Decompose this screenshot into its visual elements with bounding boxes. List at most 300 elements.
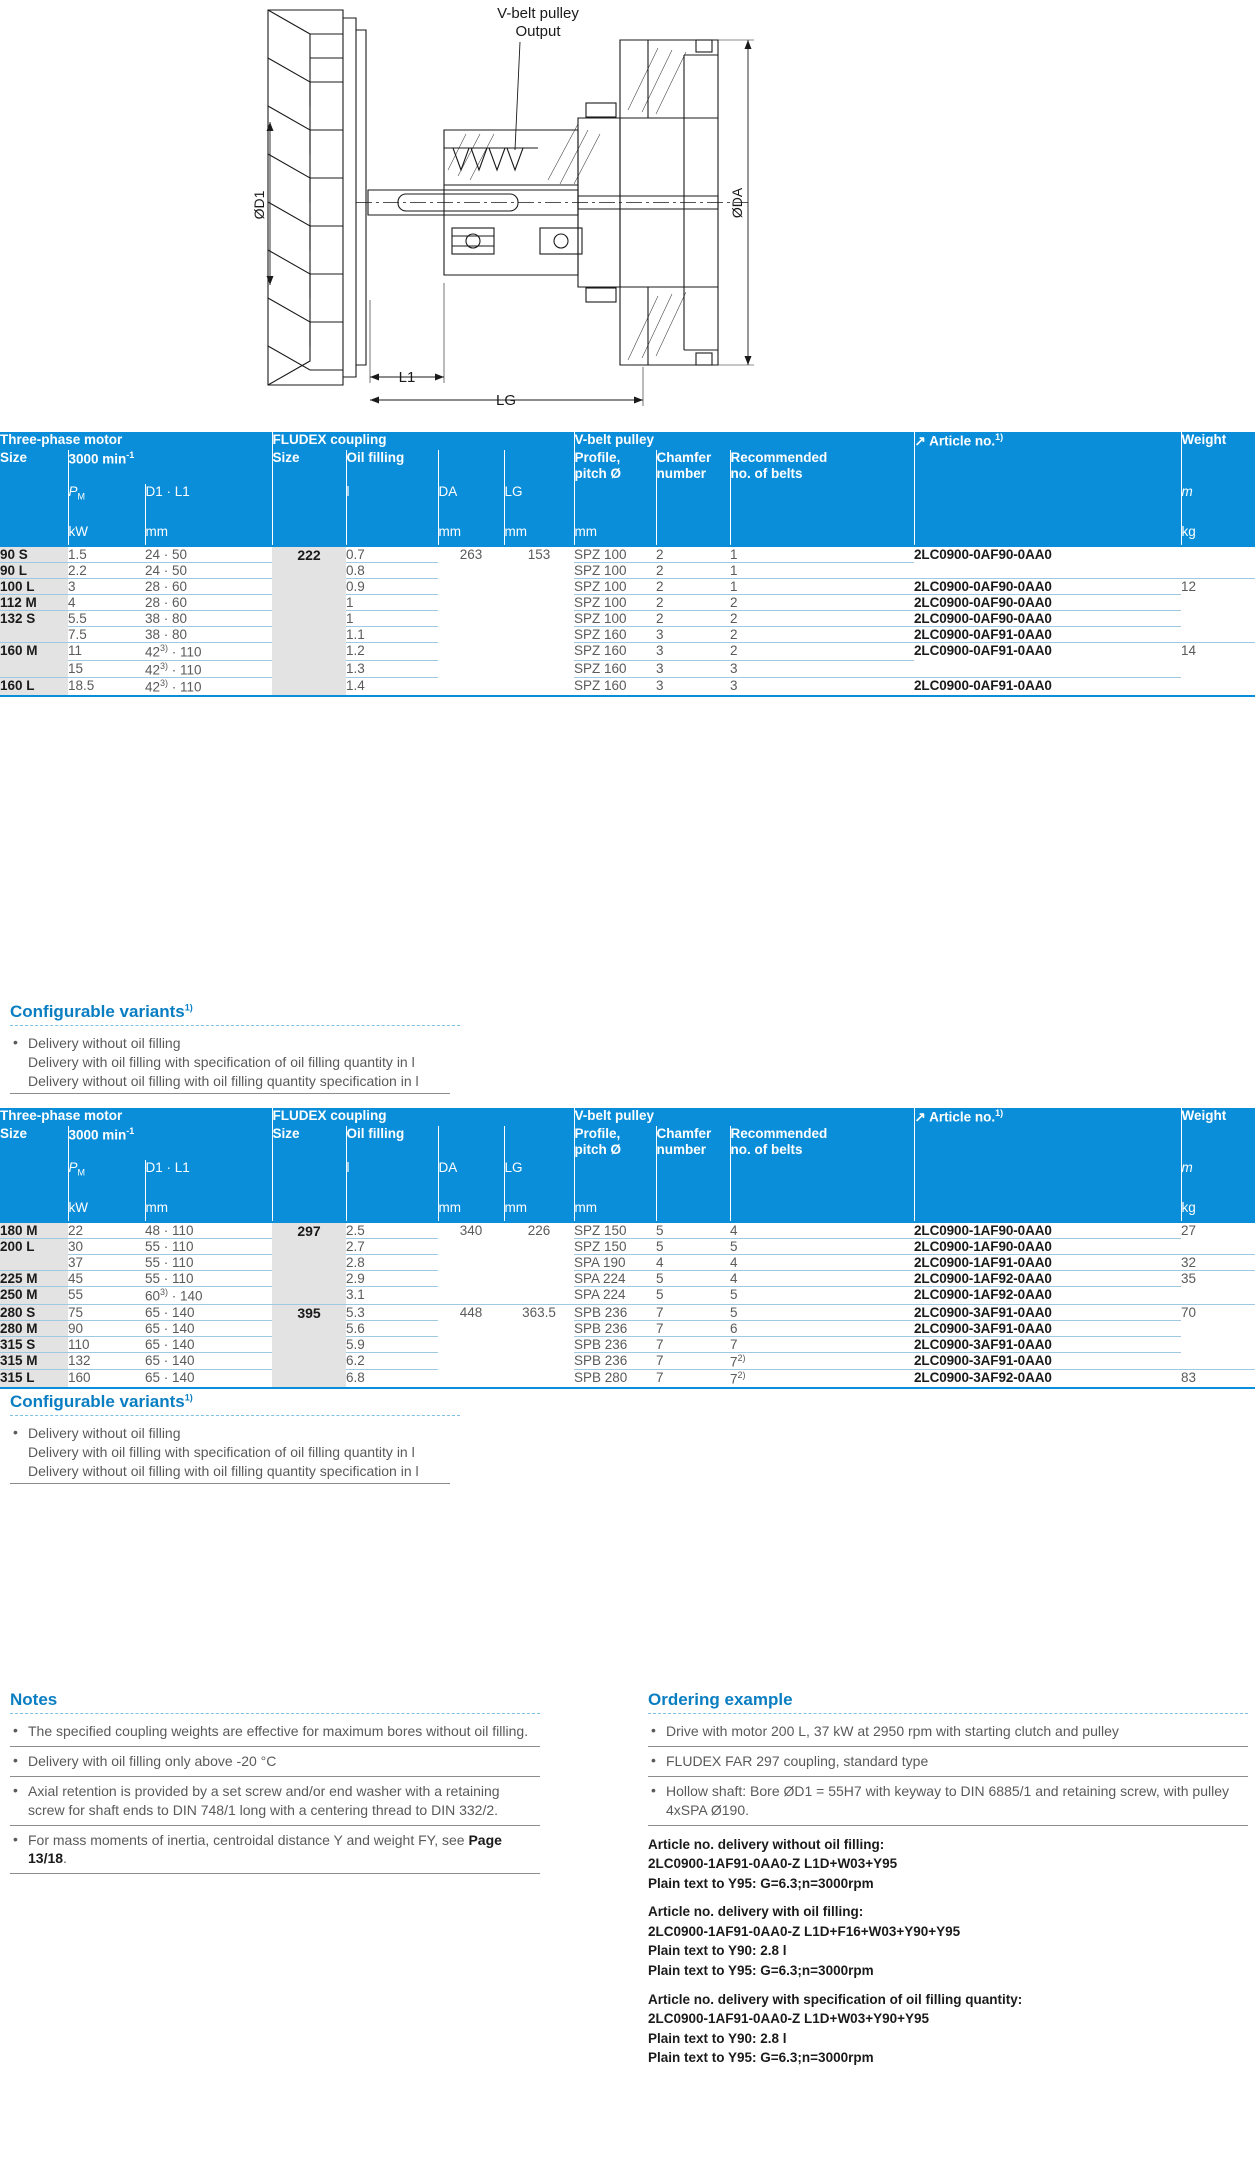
cell-belts: 3 bbox=[730, 660, 914, 678]
header2-pm bbox=[68, 1160, 145, 1200]
header-speed-sup: -1 bbox=[126, 450, 135, 460]
ordering-sep-3 bbox=[648, 1825, 1248, 1826]
table-row bbox=[0, 1336, 1255, 1352]
table-row bbox=[0, 1352, 1255, 1370]
cell-profile: SPB 236 bbox=[574, 1352, 656, 1370]
cell-article-no: 2LC0900-0AF90-0AA0 bbox=[914, 611, 1181, 627]
cell-belts: 2 bbox=[730, 643, 914, 661]
header-profile-l2: pitch Ø bbox=[574, 465, 622, 481]
cell-chamfer: 2 bbox=[656, 546, 730, 563]
header2-weight-group: Weight bbox=[1181, 1108, 1255, 1126]
header2-da: DA bbox=[438, 1160, 504, 1200]
table-row bbox=[0, 611, 1255, 627]
cell-motor-size: 225 M bbox=[0, 1271, 68, 1287]
pulley-label-line2: Output bbox=[514, 23, 561, 40]
header2-pm-sub: M bbox=[77, 1167, 86, 1178]
header-coupling-group: FLUDEX coupling bbox=[272, 432, 574, 450]
table-row bbox=[0, 1239, 1255, 1255]
header2-coupling-size: Size bbox=[272, 1126, 346, 1160]
footnote-marker: 3) bbox=[160, 660, 169, 671]
cell-chamfer: 7 bbox=[656, 1336, 730, 1352]
cell-profile: SPB 280 bbox=[574, 1370, 656, 1388]
header-weight-group: Weight bbox=[1181, 432, 1255, 450]
cell-power-kw: 110 bbox=[68, 1336, 145, 1352]
cell-power-kw: 11 bbox=[68, 643, 145, 661]
ordering-article-caption: Article no. delivery with oil filling: bbox=[648, 1904, 864, 1920]
footnote-marker: 2) bbox=[737, 1352, 746, 1363]
configurable-dashed-rule-2 bbox=[10, 1415, 460, 1416]
header-lg: LG bbox=[504, 484, 574, 524]
cell-profile: SPB 236 bbox=[574, 1304, 656, 1320]
cell-article-no: 2LC0900-1AF92-0AA0 bbox=[914, 1271, 1181, 1287]
cell-belts: 4 bbox=[730, 1222, 914, 1239]
note-text-2: Delivery with oil filling only above -20 °C bbox=[28, 1752, 277, 1769]
notes-sep-2 bbox=[10, 1776, 540, 1777]
table-row bbox=[0, 546, 1255, 563]
notes-list bbox=[10, 1782, 540, 1820]
cell-oil-filling: 5.3 bbox=[346, 1304, 438, 1320]
cell-oil-filling: 5.9 bbox=[346, 1336, 438, 1352]
header2-size-unit-blank bbox=[0, 1160, 68, 1200]
cell-article-no: 2LC0900-3AF91-0AA0 bbox=[914, 1336, 1181, 1352]
ordering-article-block bbox=[648, 1902, 1248, 1980]
cell-oil-filling: 5.6 bbox=[346, 1320, 438, 1336]
header2-da-blank bbox=[438, 1126, 504, 1160]
header-da-blank bbox=[438, 450, 504, 484]
header2-belts-l1: Recommended bbox=[730, 1126, 828, 1141]
header2-profile-unit-blank bbox=[574, 1160, 656, 1200]
cell-article-no: 2LC0900-1AF90-0AA0 bbox=[914, 1222, 1181, 1239]
configurable-variants-block-2 bbox=[10, 1392, 460, 1484]
cell-chamfer: 4 bbox=[656, 1255, 730, 1271]
header-size-blank2 bbox=[0, 524, 68, 546]
header2-size-blank2 bbox=[0, 1200, 68, 1222]
cell-profile: SPA 224 bbox=[574, 1287, 656, 1305]
cell-profile: SPZ 160 bbox=[574, 643, 656, 661]
cell-oil-filling: 6.2 bbox=[346, 1352, 438, 1370]
cell-power-kw: 160 bbox=[68, 1370, 145, 1388]
header-belts bbox=[730, 450, 914, 484]
cell-chamfer: 5 bbox=[656, 1271, 730, 1287]
cell-profile: SPZ 100 bbox=[574, 579, 656, 595]
header2-article-blank2 bbox=[914, 1200, 1181, 1222]
ordering-article-caption: Article no. delivery without oil filling: bbox=[648, 1836, 885, 1852]
cell-power-kw: 7.5 bbox=[68, 627, 145, 643]
footnote-marker: 3) bbox=[160, 678, 169, 688]
cell-oil-filling: 1.1 bbox=[346, 627, 438, 643]
cell-weight: 83 bbox=[1181, 1370, 1255, 1388]
ordering-list bbox=[648, 1752, 1248, 1771]
configurable-title-2 bbox=[10, 1392, 460, 1412]
notes-list bbox=[10, 1831, 540, 1869]
table-row bbox=[0, 1287, 1255, 1305]
table-row bbox=[0, 1304, 1255, 1320]
spec-table-2-block bbox=[0, 1108, 1255, 1389]
header-coupling-size: Size bbox=[272, 450, 346, 484]
cell-chamfer: 2 bbox=[656, 611, 730, 627]
ordering-article-line: 2LC0900-1AF91-0AA0-Z L1D+W03+Y90+Y95 bbox=[648, 2011, 930, 2027]
header2-unit-mm-d1: mm bbox=[145, 1200, 272, 1222]
header-weight-symbol: m bbox=[1181, 484, 1255, 524]
header-profile-l1: Profile, bbox=[574, 450, 621, 465]
header2-pulley-group: V-belt pulley bbox=[574, 1108, 914, 1126]
cell-power-kw: 1.5 bbox=[68, 546, 145, 563]
ordering-article-line: Plain text to Y95: G=6.3;n=3000rpm bbox=[648, 1962, 874, 1978]
list-item bbox=[10, 1424, 460, 1481]
header-size-unit-blank bbox=[0, 484, 68, 524]
cell-article-no: 2LC0900-0AF91-0AA0 bbox=[914, 643, 1181, 678]
header-belts-unit-blank bbox=[730, 484, 914, 524]
header2-weight-blank bbox=[1181, 1126, 1255, 1160]
cell-profile: SPZ 160 bbox=[574, 660, 656, 678]
cell-chamfer: 3 bbox=[656, 643, 730, 661]
ordering-article-caption: Article no. delivery with specification of oil filling quantity: bbox=[648, 1991, 1023, 2007]
cell-power-kw: 5.5 bbox=[68, 611, 145, 627]
cell-motor-size: 112 M bbox=[0, 595, 68, 611]
cell-power-kw: 3 bbox=[68, 579, 145, 595]
cell-d1-l1: 55 · 110 bbox=[145, 1255, 272, 1271]
header-speed-text: 3000 min bbox=[68, 451, 127, 467]
header-article-sup: 1) bbox=[995, 432, 1004, 442]
cell-chamfer: 5 bbox=[656, 1239, 730, 1255]
header2-unit-l: l bbox=[346, 1160, 438, 1200]
cell-d1-l1: 48 · 110 bbox=[145, 1222, 272, 1239]
footnote-marker: 2) bbox=[737, 1370, 746, 1380]
ordering-dashed-rule bbox=[648, 1713, 1248, 1714]
cell-d1-l1: 65 · 140 bbox=[145, 1352, 272, 1370]
header-article-group bbox=[914, 432, 1181, 450]
header2-belts-unit-blank bbox=[730, 1160, 914, 1200]
header2-lg-blank bbox=[504, 1126, 574, 1160]
header2-motor-group: Three-phase motor bbox=[0, 1108, 272, 1126]
footnote-marker: 3) bbox=[160, 1287, 169, 1297]
ordering-article-blocks bbox=[648, 1835, 1248, 2068]
header2-speed-sup: -1 bbox=[126, 1126, 135, 1136]
header-unit-mm-profile: mm bbox=[574, 524, 656, 546]
cell-motor-size: 160 M bbox=[0, 643, 68, 678]
configurable-title-text-1: Configurable variants bbox=[10, 1002, 185, 1021]
pulley-label-line1: V-belt pulley bbox=[496, 5, 579, 22]
dimension-label-l1: L1 bbox=[398, 369, 415, 386]
configurable-title-text-2: Configurable variants bbox=[10, 1392, 185, 1411]
note-text-4: For mass moments of inertia, centroidal distance Y and weight FY, see bbox=[28, 1831, 469, 1848]
cell-oil-filling: 2.7 bbox=[346, 1239, 438, 1255]
cell-profile: SPZ 160 bbox=[574, 678, 656, 696]
cell-d1-l1: $42^{3)} \cdot 110$ bbox=[145, 660, 272, 678]
header-article-unit-blank bbox=[914, 484, 1181, 524]
header-belts-blank2 bbox=[730, 524, 914, 546]
cell-belts: 1 bbox=[730, 563, 914, 579]
cell-belts: 7$^{2)}$ bbox=[730, 1370, 914, 1388]
ordering-bullet-2: FLUDEX FAR 297 coupling, standard type bbox=[666, 1752, 929, 1769]
cell-power-kw: 37 bbox=[68, 1255, 145, 1271]
header2-chamfer-l1: Chamfer bbox=[656, 1126, 712, 1141]
cell-belts: 2 bbox=[730, 595, 914, 611]
cell-lg: 153 bbox=[504, 546, 574, 696]
header2-unit-kw: kW bbox=[68, 1200, 145, 1222]
note-page-ref[interactable]: Page 13/18 bbox=[28, 1831, 502, 1867]
table-2-body bbox=[0, 1222, 1255, 1388]
cell-d1-l1: $42^{3)} \cdot 110$ bbox=[145, 678, 272, 696]
header-pm bbox=[68, 484, 145, 524]
cell-oil-filling: 1 bbox=[346, 611, 438, 627]
configurable-line-2c: Delivery without oil filling with oil filling quantity specification in l bbox=[28, 1462, 419, 1479]
cell-oil-filling: 1.2 bbox=[346, 643, 438, 661]
cell-power-kw: 45 bbox=[68, 1271, 145, 1287]
configurable-variants-block-1 bbox=[10, 1002, 460, 1094]
cell-weight: 27 bbox=[1181, 1222, 1255, 1255]
header2-cplsize-unit-blank bbox=[272, 1160, 346, 1200]
cell-belts: 5 bbox=[730, 1304, 914, 1320]
header-motor-speed bbox=[68, 450, 272, 484]
cell-motor-size: 315 S bbox=[0, 1336, 68, 1352]
notes-list bbox=[10, 1752, 540, 1771]
header-motor-group: Three-phase motor bbox=[0, 432, 272, 450]
spec-table-1 bbox=[0, 432, 1255, 697]
cell-motor-size: 315 M bbox=[0, 1352, 68, 1370]
configurable-line-2a: • Delivery without oil filling bbox=[28, 1425, 181, 1441]
cell-motor-size: 315 L bbox=[0, 1370, 68, 1388]
header-article-blank2 bbox=[914, 524, 1181, 546]
table-1-header bbox=[0, 432, 1255, 546]
header-belts-l1: Recommended bbox=[730, 450, 828, 465]
cell-coupling-size: 222 bbox=[272, 546, 346, 696]
cell-chamfer: 5 bbox=[656, 1287, 730, 1305]
cell-motor-size: 280 S bbox=[0, 1304, 68, 1320]
cell-chamfer: 2 bbox=[656, 595, 730, 611]
cell-article-no: 2LC0900-0AF91-0AA0 bbox=[914, 678, 1181, 696]
cell-power-kw: 22 bbox=[68, 1222, 145, 1239]
cell-profile: SPA 190 bbox=[574, 1255, 656, 1271]
header2-motor-size: Size bbox=[0, 1126, 68, 1160]
configurable-underline-2 bbox=[10, 1483, 450, 1484]
note-text-1: The specified coupling weights are effective for maximum bores without oil filling. bbox=[28, 1723, 529, 1739]
ordering-column bbox=[648, 1690, 1248, 2068]
table-row bbox=[0, 595, 1255, 611]
header2-chamfer-unit-blank bbox=[656, 1160, 730, 1200]
header-article-blank bbox=[914, 450, 1181, 484]
cell-oil-filling: 0.7 bbox=[346, 546, 438, 563]
table-row bbox=[0, 643, 1255, 661]
ordering-article-line: Plain text to Y90: 2.8 l bbox=[648, 2030, 787, 2046]
cell-belts: 2 bbox=[730, 611, 914, 627]
cell-d1-l1: 38 · 80 bbox=[145, 627, 272, 643]
table-row bbox=[0, 1320, 1255, 1336]
configurable-line-1a: • Delivery without oil filling bbox=[28, 1035, 181, 1051]
header-chamfer-l1: Chamfer bbox=[656, 450, 712, 465]
header2-profile-l1: Profile, bbox=[574, 1126, 621, 1141]
dimension-label-lg: LG bbox=[495, 392, 516, 409]
cell-da: 448 bbox=[438, 1304, 504, 1388]
cell-chamfer: 7 bbox=[656, 1370, 730, 1388]
cell-lg: 226 bbox=[504, 1222, 574, 1304]
table-1-body bbox=[0, 546, 1255, 696]
cell-d1-l1: 65 · 140 bbox=[145, 1304, 272, 1320]
cell-profile: SPZ 100 bbox=[574, 563, 656, 579]
cell-article-no: 2LC0900-3AF92-0AA0 bbox=[914, 1370, 1181, 1388]
configurable-list-1 bbox=[10, 1034, 460, 1091]
ordering-list bbox=[648, 1722, 1248, 1741]
cell-chamfer: 2 bbox=[656, 579, 730, 595]
cell-article-no: 2LC0900-0AF90-0AA0 bbox=[914, 595, 1181, 611]
cell-power-kw: 132 bbox=[68, 1352, 145, 1370]
configurable-line-1b: Delivery with oil filling with specification of oil filling quantity in l bbox=[28, 1053, 415, 1070]
header-unit-l: l bbox=[346, 484, 438, 524]
header2-chamfer-l2: number bbox=[656, 1141, 707, 1157]
cell-profile: SPB 236 bbox=[574, 1336, 656, 1352]
configurable-dashed-rule-1 bbox=[10, 1025, 460, 1026]
cell-profile: SPB 236 bbox=[574, 1320, 656, 1336]
header2-unit-mm-profile: mm bbox=[574, 1200, 656, 1222]
cell-weight bbox=[1181, 546, 1255, 579]
header-unit-mm-da: mm bbox=[438, 524, 504, 546]
cell-power-kw: 75 bbox=[68, 1304, 145, 1320]
header-unit-kw: kW bbox=[68, 524, 145, 546]
cell-oil-filling: 3.1 bbox=[346, 1287, 438, 1305]
spec-table-2 bbox=[0, 1108, 1255, 1389]
header-unit-kg: kg bbox=[1181, 524, 1255, 546]
header-unit-mm-lg: mm bbox=[504, 524, 574, 546]
cell-belts: 2 bbox=[730, 627, 914, 643]
cell-oil-filling: 2.5 bbox=[346, 1222, 438, 1239]
cell-power-kw: 18.5 bbox=[68, 678, 145, 696]
ordering-article-line: Plain text to Y95: G=6.3;n=3000rpm bbox=[648, 2050, 874, 2066]
ordering-article-line: Plain text to Y95: G=6.3;n=3000rpm bbox=[648, 1875, 874, 1891]
table-row bbox=[0, 1271, 1255, 1287]
configurable-title-sup-1: 1) bbox=[184, 1002, 193, 1013]
cell-weight: 35 bbox=[1181, 1271, 1255, 1305]
cell-article-no: 2LC0900-3AF91-0AA0 bbox=[914, 1352, 1181, 1370]
cell-d1-l1: 55 · 110 bbox=[145, 1271, 272, 1287]
cell-oil-filling: 6.8 bbox=[346, 1370, 438, 1388]
cell-oil-filling: 0.8 bbox=[346, 563, 438, 579]
cell-chamfer: 3 bbox=[656, 678, 730, 696]
header-unit-l2 bbox=[346, 524, 438, 546]
table-row bbox=[0, 1222, 1255, 1239]
cell-oil-filling: 1.3 bbox=[346, 660, 438, 678]
notes-column bbox=[10, 1690, 540, 1879]
cell-motor-size: 160 L bbox=[0, 678, 68, 696]
configurable-list-2 bbox=[10, 1424, 460, 1481]
cell-belts: 4 bbox=[730, 1271, 914, 1287]
technical-drawing bbox=[0, 0, 1255, 418]
notes-sep-3 bbox=[10, 1825, 540, 1826]
cell-chamfer: 7 bbox=[656, 1304, 730, 1320]
header-da: DA bbox=[438, 484, 504, 524]
article-arrow-icon: ↗ bbox=[914, 433, 926, 449]
cell-d1-l1: 28 · 60 bbox=[145, 595, 272, 611]
header-cplsize-blank2 bbox=[272, 524, 346, 546]
cell-da: 263 bbox=[438, 546, 504, 696]
cell-coupling-size: 395 bbox=[272, 1304, 346, 1388]
cell-d1-l1: 65 · 140 bbox=[145, 1370, 272, 1388]
header2-unit-l2 bbox=[346, 1200, 438, 1222]
header-pm-sub: M bbox=[77, 491, 86, 502]
cell-power-kw: 15 bbox=[68, 660, 145, 678]
cell-coupling-size: 297 bbox=[272, 1222, 346, 1304]
cell-d1-l1: 65 · 140 bbox=[145, 1320, 272, 1336]
ordering-article-line: 2LC0900-1AF91-0AA0-Z L1D+F16+W03+Y90+Y95 bbox=[648, 1923, 961, 1939]
cell-belts: 5 bbox=[730, 1239, 914, 1255]
ordering-article-line: Plain text to Y90: 2.8 l bbox=[648, 1943, 787, 1959]
dimension-label-d1: ØD1 bbox=[250, 190, 267, 220]
header2-article-unit-blank bbox=[914, 1160, 1181, 1200]
header2-weight-symbol: m bbox=[1181, 1160, 1255, 1200]
cell-motor-size: 100 L bbox=[0, 579, 68, 595]
cell-belts: 1 bbox=[730, 546, 914, 563]
header2-belts bbox=[730, 1126, 914, 1160]
cell-d1-l1: 24 · 50 bbox=[145, 563, 272, 579]
article-arrow-icon: ↗ bbox=[914, 1109, 926, 1125]
cell-belts: 7 bbox=[730, 1336, 914, 1352]
header-lg-blank bbox=[504, 450, 574, 484]
header2-chamfer bbox=[656, 1126, 730, 1160]
header2-oil-filling: Oil filling bbox=[346, 1126, 438, 1160]
header-oil-filling: Oil filling bbox=[346, 450, 438, 484]
header2-unit-mm-da: mm bbox=[438, 1200, 504, 1222]
cell-weight: 32 bbox=[1181, 1255, 1255, 1271]
cell-d1-l1: 55 · 110 bbox=[145, 1239, 272, 1255]
table-row bbox=[0, 579, 1255, 595]
header2-belts-l2: no. of belts bbox=[730, 1141, 803, 1157]
list-item bbox=[10, 1831, 540, 1869]
header2-unit-kg: kg bbox=[1181, 1200, 1255, 1222]
notes-dashed-rule bbox=[10, 1713, 540, 1714]
cell-motor-size: 280 M bbox=[0, 1320, 68, 1336]
cell-article-no: 2LC0900-1AF91-0AA0 bbox=[914, 1255, 1181, 1271]
header2-article-blank bbox=[914, 1126, 1181, 1160]
cell-motor-size: 132 S bbox=[0, 611, 68, 643]
ordering-article-block bbox=[648, 1990, 1248, 2068]
cell-oil-filling: 2.9 bbox=[346, 1271, 438, 1287]
notes-sep-1 bbox=[10, 1746, 540, 1747]
cell-power-kw: 30 bbox=[68, 1239, 145, 1255]
table-row bbox=[0, 678, 1255, 696]
ordering-sep-1 bbox=[648, 1746, 1248, 1747]
cell-article-no: 2LC0900-1AF92-0AA0 bbox=[914, 1287, 1181, 1305]
header2-belts-blank2 bbox=[730, 1200, 914, 1222]
cell-d1-l1: 65 · 140 bbox=[145, 1336, 272, 1352]
cell-power-kw: 2.2 bbox=[68, 563, 145, 579]
note-text-3: Axial retention is provided by a set screw and/or end washer with a retaining screw for shaft ends to DIN 748/1 long with a centering thread to DIN 332/2. bbox=[28, 1782, 500, 1818]
cell-da: 340 bbox=[438, 1222, 504, 1304]
table-row bbox=[0, 1255, 1255, 1271]
configurable-line-2b: Delivery with oil filling with specification of oil filling quantity in l bbox=[28, 1443, 415, 1460]
cell-weight: 14 bbox=[1181, 643, 1255, 696]
cell-oil-filling: 2.8 bbox=[346, 1255, 438, 1271]
list-item bbox=[10, 1034, 460, 1091]
cell-chamfer: 7 bbox=[656, 1320, 730, 1336]
cell-d1-l1: $42^{3)} \cdot 110$ bbox=[145, 643, 272, 661]
cell-chamfer: 7 bbox=[656, 1352, 730, 1370]
cell-article-no: 2LC0900-0AF90-0AA0 bbox=[914, 579, 1181, 595]
header-profile-unit-blank bbox=[574, 484, 656, 524]
cell-d1-l1: 24 · 50 bbox=[145, 546, 272, 563]
header-chamfer-unit-blank bbox=[656, 484, 730, 524]
cell-weight: 70 bbox=[1181, 1304, 1255, 1370]
cell-motor-size: 250 M bbox=[0, 1287, 68, 1305]
list-item bbox=[10, 1722, 540, 1741]
ordering-list bbox=[648, 1782, 1248, 1820]
header-pm-symbol: P bbox=[68, 484, 78, 499]
list-item bbox=[10, 1752, 540, 1771]
header2-article-group bbox=[914, 1108, 1181, 1126]
cell-oil-filling: 1.4 bbox=[346, 678, 438, 696]
cell-power-kw: 55 bbox=[68, 1287, 145, 1305]
header-pulley-group: V-belt pulley bbox=[574, 432, 914, 450]
cell-chamfer: 3 bbox=[656, 660, 730, 678]
header-belts-l2: no. of belts bbox=[730, 465, 803, 481]
